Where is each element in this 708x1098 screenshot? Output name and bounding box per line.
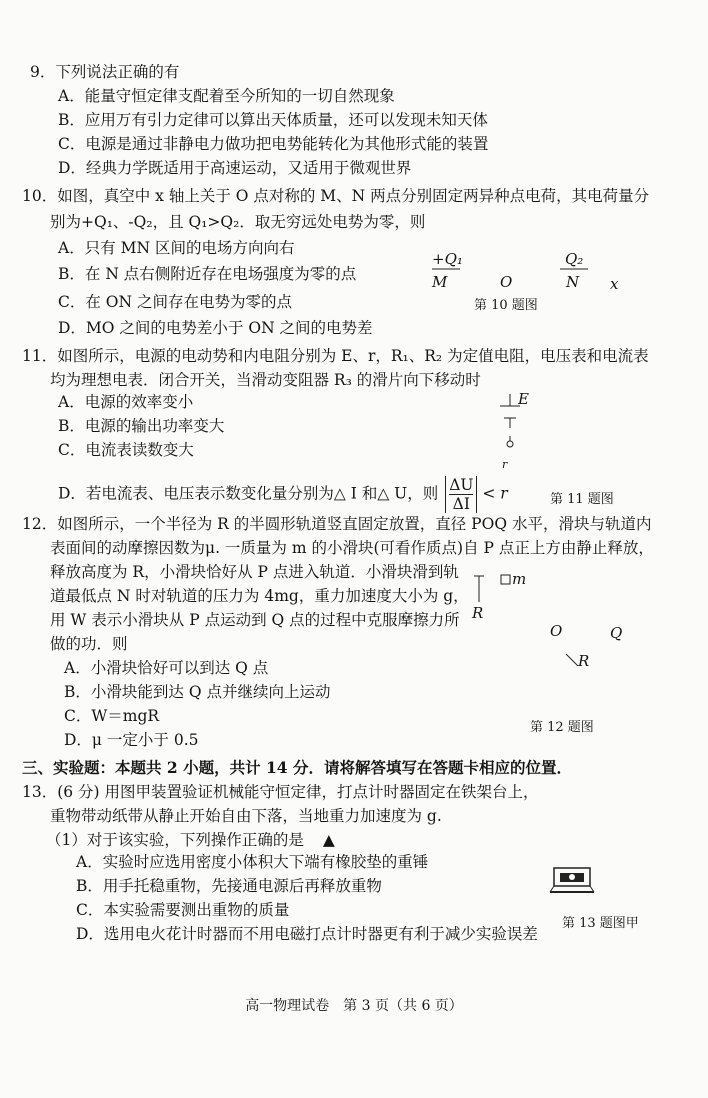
q12-figure-caption: 第 12 题图	[530, 720, 594, 735]
axis-x-label: x	[610, 275, 619, 293]
q11-circuit-fragment	[496, 392, 536, 462]
section-3-heading: 三、实验题：本题共 2 小题，共计 14 分．请将解答填写在答题卡相应的位置．	[22, 758, 572, 777]
release-height-arrow	[474, 574, 486, 604]
q11-ratio-tail: < r	[482, 484, 508, 503]
q11-ratio-abs	[445, 476, 477, 513]
q10-axis-segment-right	[560, 268, 600, 272]
q12-option-d: D．μ 一定小于 0.5	[64, 731, 199, 749]
height-r-label: R	[472, 604, 484, 622]
q12-option-c: C．W＝mgR	[64, 707, 160, 725]
q11-option-a: A．电源的效率变小	[58, 393, 194, 411]
q11-stem-line2: 均为理想电表．闭合开关，当滑动变阻器 R₃ 的滑片向下移动时	[50, 371, 481, 389]
q12-option-a: A．小滑块恰好可以到达 Q 点	[64, 659, 269, 677]
q11-ratio-numerator: ΔU	[449, 476, 474, 494]
q13-sub1	[46, 830, 335, 850]
point-m-label: M	[432, 273, 448, 291]
q9-option-a: A．能量守恒定律支配着至今所知的一切自然现象	[58, 87, 395, 105]
q9-option-d: D．经典力学既适用于高速运动，又适用于微观世界	[58, 159, 412, 177]
q12-stem-line1: 12．如图所示，一个半径为 R 的半圆形轨道竖直固定放置，直径 POQ 水平，滑块与轨道内	[22, 515, 652, 533]
internal-r-label: r	[502, 458, 508, 471]
q10-option-d: D．MO 之间的电势差小于 ON 之间的电势差	[58, 319, 373, 337]
q11-option-d	[58, 476, 508, 513]
q9-option-b: B．应用万有引力定律可以算出天体质量，还可以发现未知天体	[58, 111, 488, 129]
q11-option-b: B．电源的输出功率变大	[58, 417, 225, 435]
q10-figure-caption: 第 10 题图	[474, 298, 538, 313]
q9-option-c: C．电源是通过非静电力做功把电势能转化为其他形式能的装置	[58, 135, 489, 153]
q11-option-d-text: D．若电流表、电压表示数变化量分别为△ I 和△ U，则	[58, 484, 439, 503]
q12-option-b: B．小滑块能到达 Q 点并继续向上运动	[64, 683, 331, 701]
q12-stem-line2: 表面间的动摩擦因数为μ. 一质量为 m 的小滑块(可看作质点)自 P 点正上方由静止释放，	[50, 539, 654, 557]
q10-stem-line1: 10．如图，真空中 x 轴上关于 O 点对称的 M、N 两点分别固定两异种点电荷，其电荷量分	[22, 187, 650, 205]
q9-stem: 9．下列说法正确的有	[30, 63, 180, 81]
q10-option-b: B．在 N 点右侧附近存在电场强度为零的点	[58, 265, 357, 283]
q12-stem-line6: 做的功．则	[50, 635, 128, 653]
q13-stem-line1: 13．(6 分) 用图甲装置验证机械能守恒定律，打点计时器固定在铁架台上，	[22, 783, 539, 801]
slider-block-icon	[500, 574, 512, 586]
q12-stem-line5: 用 W 表示小滑块从 P 点运动到 Q 点的过程中克服摩擦力所	[50, 611, 460, 629]
q13-option-d: D．选用电火花计时器而不用电磁打点计时器更有利于减少实验误差	[76, 925, 538, 943]
q13-figure-caption: 第 13 题图甲	[562, 916, 639, 931]
q10-option-a: A．只有 MN 区间的电场方向向右	[58, 239, 295, 257]
q11-option-c: C．电流表读数变大	[58, 441, 194, 459]
q13-sub1-text: （1）对于该实验，下列操作正确的是	[46, 831, 304, 849]
center-o-label: O	[550, 622, 563, 640]
q12-stem-line4: 道最低点 N 时对轨道的压力为 4mg，重力加速度大小为 g，	[50, 587, 469, 605]
q10-axis-segment-left	[432, 268, 472, 272]
q10-stem-line2: 别为+Q₁、-Q₂，且 Q₁>Q₂．取无穷远处电势为零，则	[50, 213, 426, 231]
q12-stem-line3: 释放高度为 R，小滑块恰好从 P 点进入轨道．小滑块滑到轨	[50, 563, 459, 581]
charge-q2-label: Q₂	[565, 250, 584, 268]
point-o-label: O	[500, 273, 513, 291]
page-footer: 高一物理试卷 第 3 页（共 6 页）	[245, 998, 463, 1014]
radius-r-label: R	[578, 652, 590, 670]
answer-triangle-mark: ▲	[322, 831, 335, 849]
q11-ratio-denominator: ΔI	[452, 495, 470, 513]
q13-option-a: A．实验时应选用密度小体积大下端有橡胶垫的重锤	[76, 853, 429, 871]
q13-option-b: B．用手托稳重物，先接通电源后再释放重物	[76, 877, 382, 895]
q13-option-c: C．本实验需要测出重物的质量	[76, 901, 290, 919]
q11-stem-line1: 11．如图所示，电源的电动势和内电阻分别为 E、r，R₁、R₂ 为定值电阻，电压表和电流表	[22, 347, 649, 365]
battery-e-label: E	[518, 390, 529, 408]
timer-apparatus-drawing	[548, 864, 598, 898]
point-q-label: Q	[610, 624, 623, 642]
q11-figure-caption: 第 11 题图	[550, 492, 614, 507]
q13-stem-line2: 重物带动纸带从静止开始自由下落，当地重力加速度为 g.	[50, 807, 442, 825]
charge-q1-label: +Q₁	[432, 250, 463, 268]
point-n-label: N	[566, 273, 580, 291]
q10-option-c: C．在 ON 之间存在电势为零的点	[58, 293, 292, 311]
mass-m-label: m	[512, 570, 527, 588]
